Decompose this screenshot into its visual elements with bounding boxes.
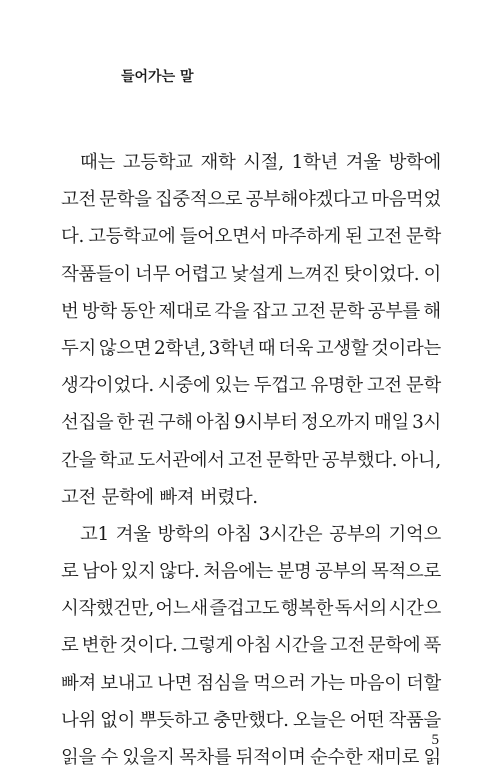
word: 재미로	[366, 747, 420, 768]
word: 권	[137, 412, 155, 434]
word: 문학	[406, 375, 441, 397]
word: 아침	[236, 635, 272, 657]
word: 두지	[61, 337, 96, 359]
word: 것이다.	[119, 635, 178, 657]
word: 점심을	[196, 672, 249, 694]
word: 고전	[227, 449, 263, 471]
word: 없이	[100, 709, 136, 731]
word: 고전	[366, 226, 402, 248]
text-line	[61, 293, 441, 330]
word: 읽	[423, 747, 441, 768]
word: 마음먹었	[371, 189, 441, 211]
word: 생각이었다.	[61, 375, 154, 397]
word: 있지	[120, 561, 156, 583]
word: 오늘은	[292, 709, 346, 731]
text-line	[61, 442, 441, 479]
word: 작품들이	[61, 263, 131, 285]
word: 있는	[214, 375, 250, 397]
word: 즐겁고도	[209, 598, 280, 620]
word: 푹	[423, 635, 441, 657]
word: 아침	[195, 412, 231, 434]
word: 순수한	[309, 747, 363, 768]
word: 고등학교	[122, 152, 193, 173]
word: 고생할	[315, 337, 369, 359]
word: 아니,	[400, 449, 441, 471]
word: 3시	[412, 412, 441, 434]
text-line	[61, 256, 441, 293]
word: 문학	[405, 226, 441, 248]
word: 않다.	[159, 561, 200, 583]
word: 문학을	[99, 189, 152, 211]
word: 고등학교에	[88, 226, 176, 248]
word: 목차를	[178, 747, 232, 768]
word: 뿌듯하고	[139, 709, 210, 731]
word: 시간으	[388, 598, 441, 620]
text-line	[61, 627, 441, 664]
word: 방학에	[388, 152, 441, 173]
word: 두껍고	[253, 375, 307, 397]
text-line	[61, 367, 441, 404]
word: 나위	[61, 709, 96, 731]
word: 충만했다.	[213, 709, 289, 731]
text-line	[61, 181, 441, 218]
word: 3학년	[208, 337, 256, 359]
word: 마주하게	[271, 226, 342, 248]
text-line	[61, 218, 441, 255]
word: 각을	[214, 300, 250, 322]
word: 학교	[99, 449, 135, 471]
word: 때는	[80, 152, 115, 173]
word: 마음이	[349, 672, 402, 694]
word: 시간을	[274, 635, 327, 657]
word: 작품을	[388, 709, 441, 731]
word: 동안	[120, 300, 156, 322]
text-line	[61, 404, 441, 441]
word: 제대로	[158, 300, 211, 322]
word: 문학	[329, 300, 365, 322]
word: 분명	[276, 561, 312, 583]
word: 번	[61, 300, 79, 322]
text-line	[61, 144, 441, 181]
word: 더할	[406, 672, 441, 694]
word: 낯설게	[230, 263, 284, 285]
word: 어떤	[349, 709, 385, 731]
word: 정오까지	[300, 412, 371, 434]
word: 남아	[82, 561, 117, 583]
text-line	[61, 739, 441, 776]
word: 가는	[309, 672, 345, 694]
word: 독서의	[334, 598, 388, 620]
word: 탓이었다.	[343, 263, 420, 285]
word: 어렵고	[174, 263, 227, 285]
word: 2학년,	[153, 337, 206, 359]
word: 문학에	[367, 635, 421, 657]
word: 시중에	[158, 375, 211, 397]
body-text	[61, 144, 441, 776]
word: 보내고	[100, 672, 153, 694]
word: 공부의	[329, 523, 382, 545]
word: 그렇게	[180, 635, 234, 657]
text-line	[61, 665, 441, 702]
word: 한	[116, 412, 135, 434]
word: 것이라는	[371, 337, 441, 359]
word: 로	[61, 635, 79, 657]
word: 해	[423, 300, 441, 322]
word: 공부의	[315, 561, 368, 583]
word: 목적으로	[371, 561, 441, 583]
word: 매일	[373, 412, 409, 434]
word: 시절,	[243, 152, 284, 173]
word: 구해	[157, 412, 193, 434]
text-line	[61, 702, 441, 739]
word: 겨울	[345, 152, 381, 173]
word: 로	[61, 561, 79, 583]
word: 문학만	[266, 449, 319, 471]
word: 겨울	[115, 523, 151, 545]
word: 행복한	[280, 598, 334, 620]
chapter-heading: 들어가는 말	[121, 69, 194, 85]
word: 더욱	[278, 337, 314, 359]
word: 있을지	[122, 747, 175, 768]
word: 고전	[61, 189, 96, 211]
page-number: 5	[431, 732, 439, 748]
word: 이	[423, 263, 441, 285]
word: 유명한	[310, 375, 363, 397]
text-line: 고전 문학에 빠져 버렸다.	[61, 486, 258, 508]
word: 아침	[216, 523, 252, 545]
word: 집중적으로	[154, 189, 243, 211]
word: 수	[100, 747, 118, 768]
word: 고1	[80, 523, 109, 545]
word: 방학의	[157, 523, 210, 545]
word: 변한	[81, 635, 117, 657]
word: 뒤적이며	[235, 747, 306, 768]
word: 간을	[61, 449, 96, 471]
text-line	[61, 516, 441, 553]
word: 읽을	[61, 747, 96, 768]
word: 느껴진	[287, 263, 340, 285]
word: 재학	[200, 152, 236, 173]
word: 먹으러	[253, 672, 306, 694]
word: 잡고	[252, 300, 288, 322]
text-line	[61, 553, 441, 590]
word: 3시간은	[258, 523, 323, 545]
word: 고전	[290, 300, 326, 322]
word: 도서관에서	[137, 449, 225, 471]
word: 너무	[135, 263, 170, 285]
word: 다.	[61, 226, 85, 248]
word: 9시부터	[234, 412, 298, 434]
text-line	[61, 330, 441, 367]
text-line	[61, 590, 441, 627]
word: 시작했건만,	[61, 598, 154, 620]
word: 기억으	[388, 523, 441, 545]
word: 1학년	[291, 152, 338, 173]
word: 들어오면서	[179, 226, 268, 248]
word: 처음에는	[203, 561, 274, 583]
word: 공부를	[367, 300, 421, 322]
word: 선집을	[61, 412, 114, 434]
word: 나면	[157, 672, 193, 694]
word: 어느새	[155, 598, 208, 620]
word: 고전	[366, 375, 402, 397]
word: 고전	[329, 635, 365, 657]
word: 공부해야겠다고	[245, 189, 368, 211]
word: 공부했다.	[321, 449, 398, 471]
word: 않으면	[98, 337, 152, 359]
word: 된	[345, 226, 363, 248]
word: 방학	[81, 300, 117, 322]
word: 빠져	[61, 672, 96, 694]
word: 때	[257, 337, 276, 359]
